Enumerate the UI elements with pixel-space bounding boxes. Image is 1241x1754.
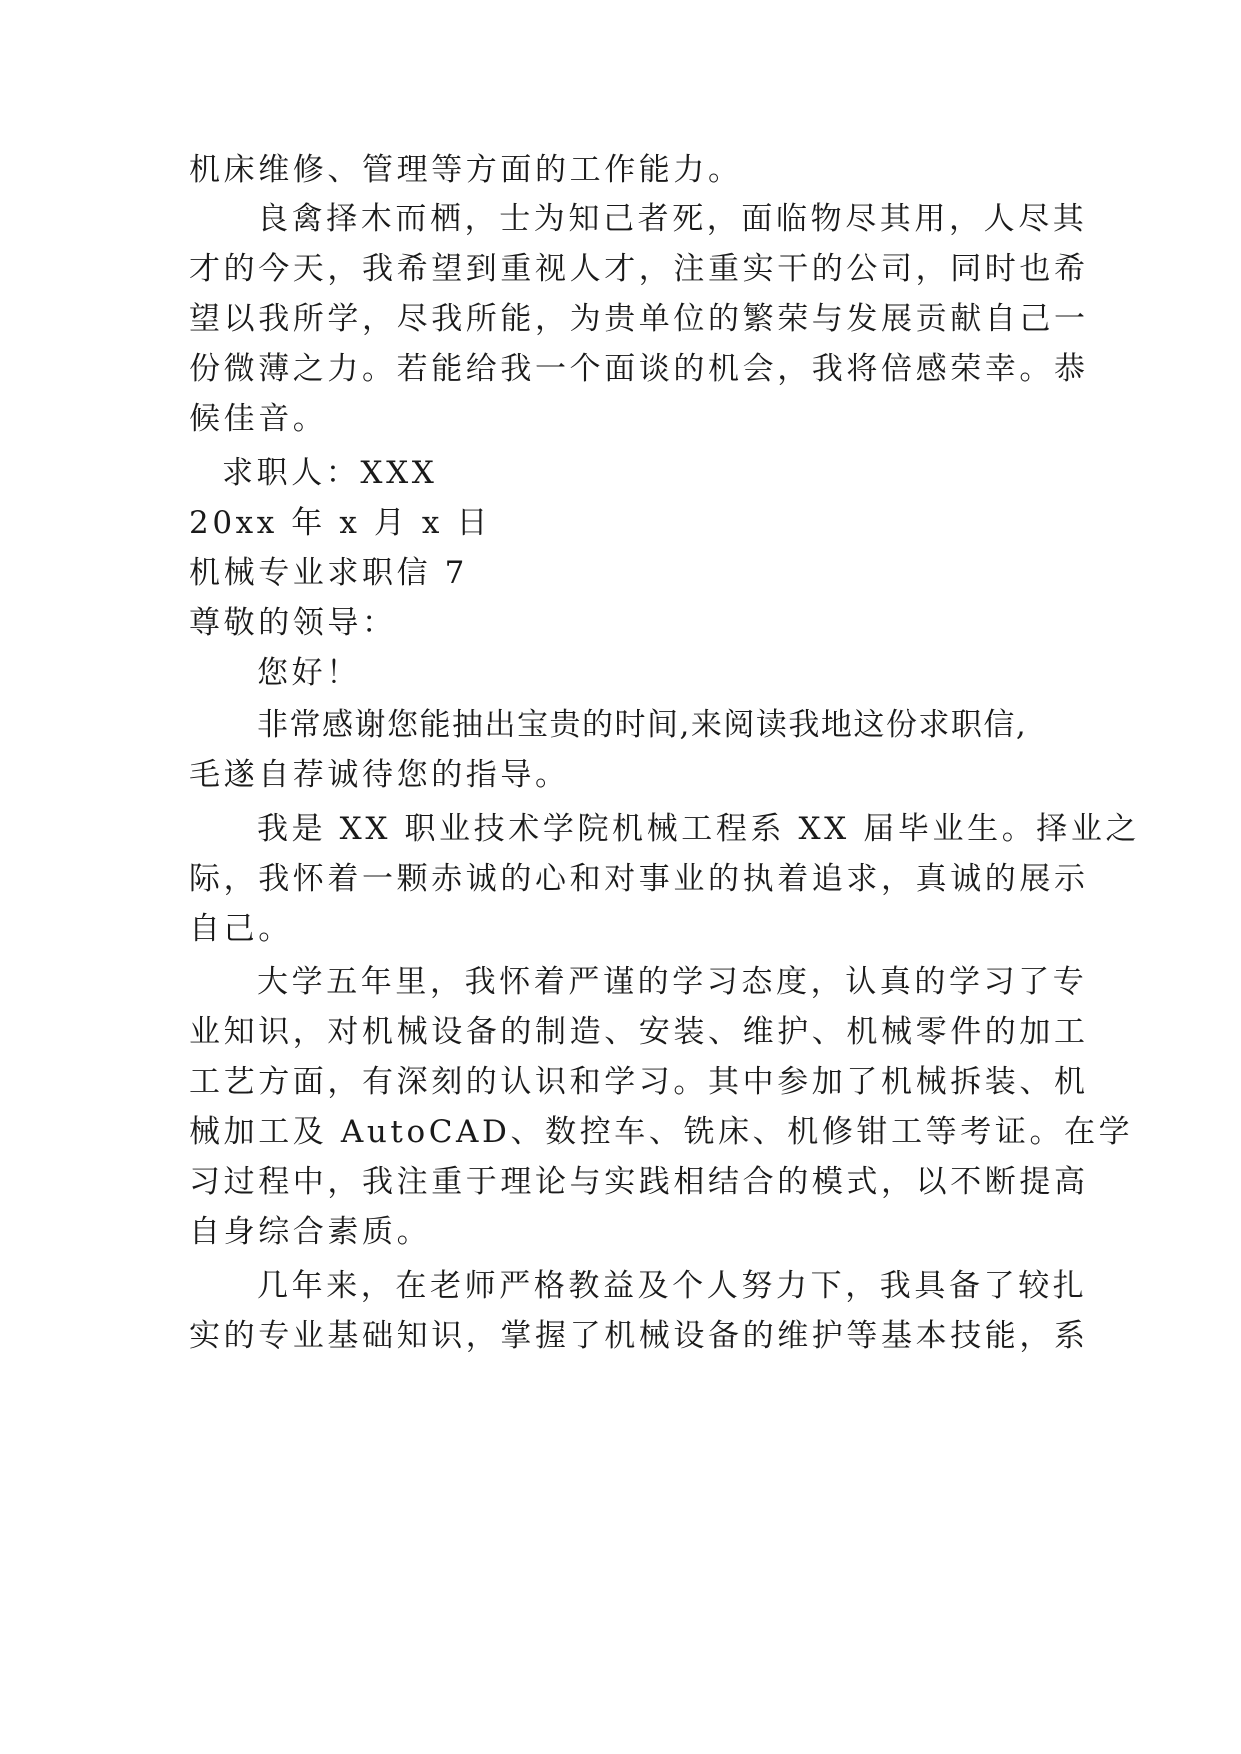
paragraph-start: 几年来，在老师严格教益及个人努力下，我具备了较扎 xyxy=(257,1268,1088,1304)
salutation: 尊敬的领导： xyxy=(189,605,397,641)
greeting: 您好！ xyxy=(257,655,361,691)
paragraph-start: 大学五年里，我怀着严谨的学习态度，认真的学习了专 xyxy=(257,964,1088,1000)
paragraph-start: 非常感谢您能抽出宝贵的时间,来阅读我地这份求职信, xyxy=(257,707,1028,743)
text-line: 份微薄之力。若能给我一个面谈的机会，我将倍感荣幸。恭 xyxy=(189,351,1089,387)
text-line: 望以我所学，尽我所能，为贵单位的繁荣与发展贡献自己一 xyxy=(189,301,1089,337)
text-line: 业知识，对机械设备的制造、安装、维护、机械零件的加工 xyxy=(189,1014,1089,1050)
paragraph-start: 良禽择木而栖，士为知己者死，面临物尽其用，人尽其 xyxy=(257,201,1088,237)
text-line: 械加工及 AutoCAD、数控车、铣床、机修钳工等考证。在学 xyxy=(189,1114,1134,1150)
text-line: 才的今天，我希望到重视人才，注重实干的公司，同时也希 xyxy=(189,251,1089,287)
text-line: 毛遂自荐诚待您的指导。 xyxy=(189,757,570,793)
text-line: 自己。 xyxy=(189,911,293,947)
paragraph-start: 我是 XX 职业技术学院机械工程系 XX 届毕业生。择业之 xyxy=(257,811,1141,847)
text-line: 习过程中，我注重于理论与实践相结合的模式，以不断提高 xyxy=(189,1164,1089,1200)
text-line: 实的专业基础知识，掌握了机械设备的维护等基本技能，系 xyxy=(189,1318,1089,1354)
date-line: 20xx 年 x 月 x 日 xyxy=(189,505,492,541)
signature-line: 求职人：XXX xyxy=(222,455,438,491)
text-line: 机床维修、管理等方面的工作能力。 xyxy=(189,152,743,188)
text-line: 际，我怀着一颗赤诚的心和对事业的执着追求，真诚的展示 xyxy=(189,861,1089,897)
text-line: 候佳音。 xyxy=(189,401,328,437)
section-title: 机械专业求职信 7 xyxy=(189,555,468,591)
text-line: 自身综合素质。 xyxy=(189,1214,432,1250)
text-line: 工艺方面，有深刻的认识和学习。其中参加了机械拆装、机 xyxy=(189,1064,1089,1100)
